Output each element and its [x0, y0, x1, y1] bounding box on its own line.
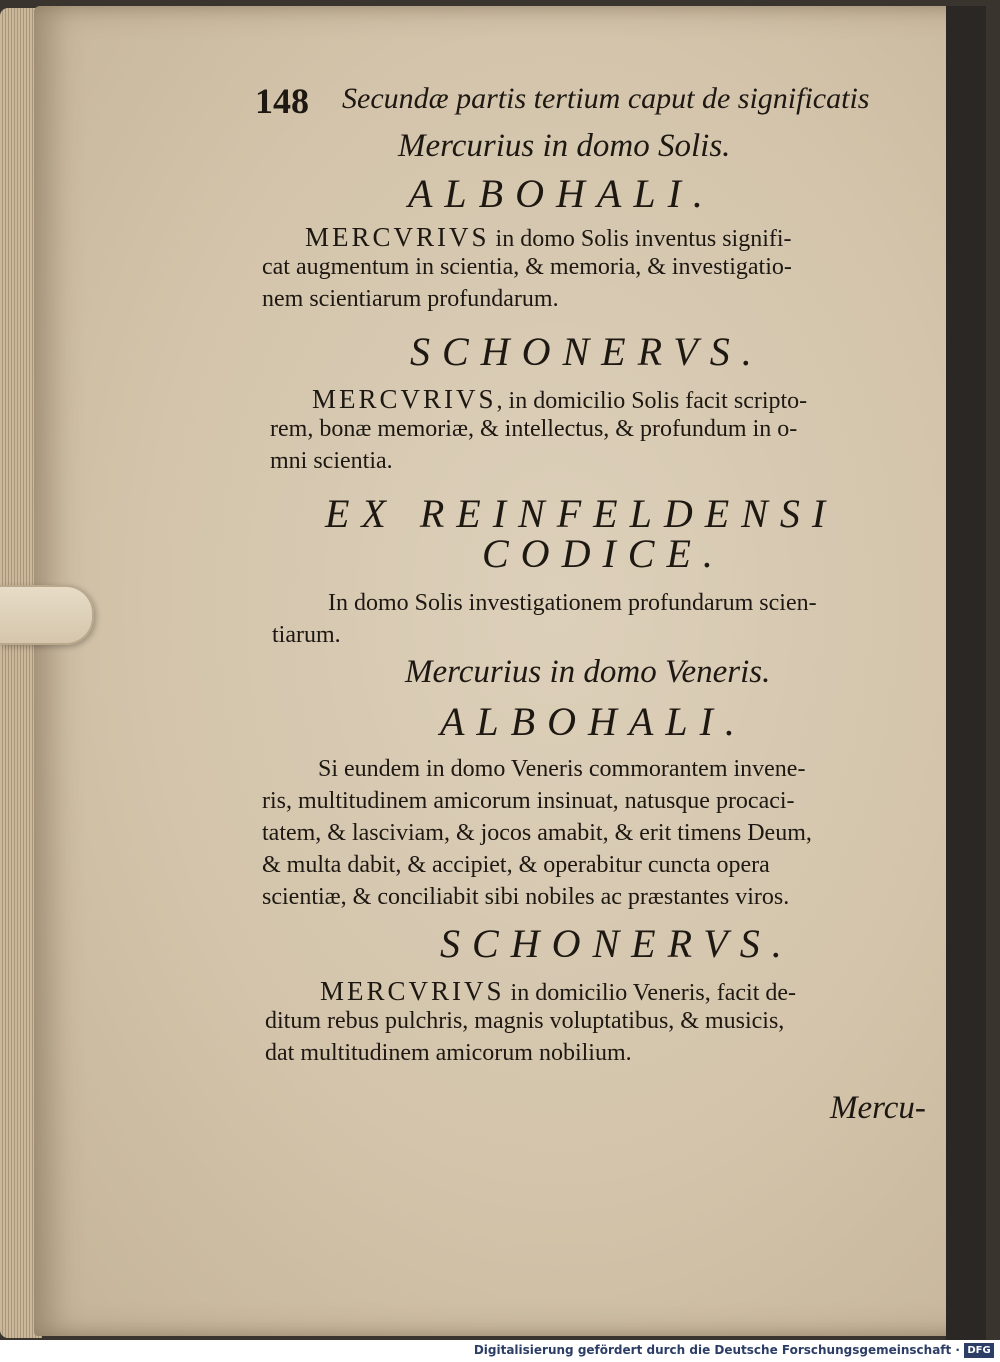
heading-mercurius-veneris: Mercurius in domo Veneris.	[405, 654, 771, 690]
small-caps-word: MERCVRIVS	[320, 976, 505, 1006]
paragraph-4-line-4: & multa dabit, & accipiet, & operabitur cuncta opera	[262, 852, 770, 878]
paragraph-4-line-5: scientiæ, & conciliabit sibi nobiles ac præstantes viros.	[262, 884, 790, 910]
paragraph-4-line-3: tatem, & lasciviam, & jocos amabit, & erit timens Deum,	[262, 820, 812, 846]
page-shadow	[946, 6, 986, 1346]
paragraph-5-line-3: dat multitudinem amicorum nobilium.	[265, 1040, 632, 1066]
heading-albohali-1: ALBOHALI.	[408, 171, 715, 216]
paragraph-2-line-1: MERCVRIVS, in domicilio Solis facit scripto-	[312, 384, 808, 414]
digitization-footer	[0, 1340, 1000, 1362]
heading-mercurius-solis: Mercurius in domo Solis.	[398, 128, 731, 164]
heading-albohali-2: ALBOHALI.	[440, 699, 747, 744]
paragraph-1-line-3: nem scientiarum profundarum.	[262, 286, 559, 312]
page-number: 148	[255, 81, 309, 121]
heading-reinfeldensi: EX REINFELDENSI	[325, 491, 838, 536]
paragraph-4-line-1: Si eundem in domo Veneris commorantem invene-	[318, 756, 806, 782]
small-caps-word: MERCVRIVS	[312, 384, 497, 414]
page-clip	[0, 585, 94, 645]
paragraph-3-line-1: In domo Solis investigationem profundarum scien-	[328, 590, 817, 616]
paragraph-5-line-2: ditum rebus pulchris, magnis voluptatibus, & musicis,	[265, 1008, 785, 1034]
catchword: Mercu-	[830, 1090, 926, 1126]
running-title: Secundæ partis tertium caput de significatis	[342, 82, 870, 115]
paragraph-4-line-2: ris, multitudinem amicorum insinuat, natusque procaci-	[262, 788, 795, 814]
paragraph-3-line-2: tiarum.	[272, 622, 341, 648]
paragraph-2-line-2: rem, bonæ memoriæ, & intellectus, & profundum in o-	[270, 416, 798, 442]
small-caps-word: MERCVRIVS	[305, 222, 490, 252]
heading-codice: CODICE.	[482, 531, 725, 576]
paragraph-2-line-3: mni scientia.	[270, 448, 393, 474]
paragraph-1-line-2: cat augmentum in scientia, & memoria, & investigatio-	[262, 254, 792, 280]
heading-schonerus-1: SCHONERVS.	[410, 329, 764, 374]
heading-schonerus-2: SCHONERVS.	[440, 921, 794, 966]
dfg-logo: DFG	[964, 1343, 994, 1358]
paragraph-5-line-1: MERCVRIVS in domicilio Veneris, facit de-	[320, 976, 797, 1006]
paragraph-1-line-1: MERCVRIVS in domo Solis inventus signifi-	[305, 222, 792, 252]
funding-credit: Digitalisierung gefördert durch die Deutsche Forschungsgemeinschaft ·	[473, 1343, 960, 1357]
